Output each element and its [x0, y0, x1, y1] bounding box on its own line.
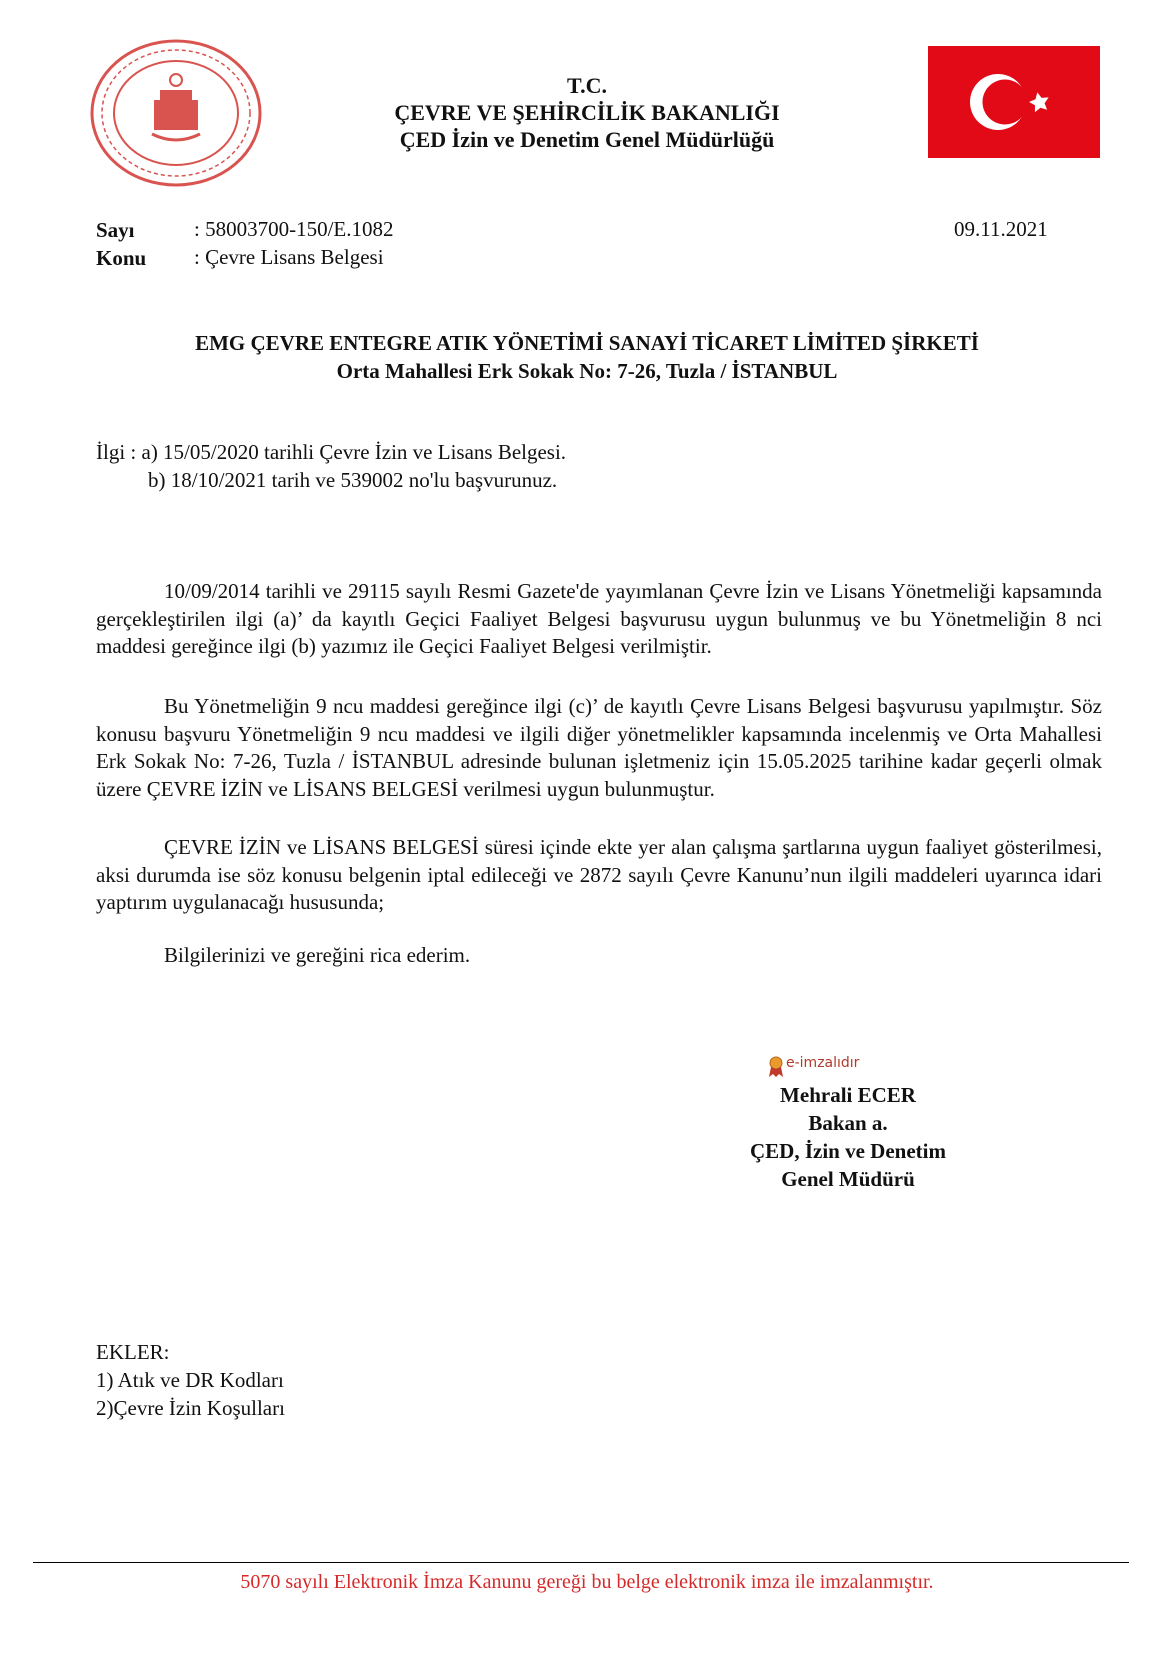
- signatory-title-3: Genel Müdürü: [781, 1167, 915, 1191]
- turkish-flag-icon: [928, 46, 1100, 158]
- body-paragraph-3: ÇEVRE İZİN ve LİSANS BELGESİ süresi içinde ekte yer alan çalışma şartlarına uygun faaliyet gösterilmesi, aksi durumda ise söz konusu belgenin iptal edileceği ve 2872 sayılı Çevre Kanunu’nun ilgili maddeleri uyarınca idari yaptırım uygulanacağı hususunda;: [96, 835, 1102, 914]
- sayi-value: : 58003700-150/E.1082: [194, 217, 394, 241]
- header-ministry: ÇEVRE VE ŞEHİRCİLİK BAKANLIĞI: [394, 100, 780, 125]
- closing-text: Bilgilerinizi ve gereğini rica ederim.: [164, 943, 471, 967]
- recipient-name: EMG ÇEVRE ENTEGRE ATIK YÖNETİMİ SANAYİ TİCARET LİMİTED ŞİRKETİ: [195, 331, 979, 355]
- footer-e-signature-notice: 5070 sayılı Elektronik İmza Kanunu gereği bu belge elektronik imza ile imzalanmıştır.: [240, 1571, 934, 1593]
- attachment-item: 2)Çevre İzin Koşulları: [96, 1396, 285, 1420]
- header-tc: T.C.: [567, 73, 607, 98]
- ilgi-b: b) 18/10/2021 tarih ve 539002 no'lu başvurunuz.: [148, 468, 558, 492]
- attachments-heading: EKLER:: [96, 1340, 170, 1364]
- footer-divider: [33, 1562, 1129, 1563]
- konu-value: : Çevre Lisans Belgesi: [194, 245, 384, 269]
- sayi-label: Sayı: [96, 218, 135, 242]
- signatory-title-2: ÇED, İzin ve Denetim: [750, 1139, 946, 1163]
- ribbon-award-icon: [768, 1056, 784, 1078]
- e-signature-badge: e-imzalıdır: [786, 1055, 860, 1071]
- document-date: 09.11.2021: [954, 217, 1048, 241]
- body-paragraph-1: 10/09/2014 tarihli ve 29115 sayılı Resmi Gazete'de yayımlanan Çevre İzin ve Lisans Yönetmeliği kapsamında gerçekleştirilen ilgi (a)’ da kayıtlı Geçici Faaliyet Belgesi başvurusu uygun bulunmuş ve bu Yönetmeliğin 8 nci maddesi gereğince ilgi (b) yazımız ile Geçici Faaliyet Belgesi verilmiştir.: [96, 579, 1102, 658]
- konu-label: Konu: [96, 246, 147, 270]
- attachment-item: 1) Atık ve DR Kodları: [96, 1368, 284, 1392]
- signatory-title-1: Bakan a.: [808, 1111, 888, 1135]
- header-department: ÇED İzin ve Denetim Genel Müdürlüğü: [399, 127, 775, 152]
- ilgi-a: İlgi : a) 15/05/2020 tarihli Çevre İzin ve Lisans Belgesi.: [96, 440, 567, 464]
- body-paragraph-2: Bu Yönetmeliğin 9 ncu maddesi gereğince ilgi (c)’ de kayıtlı Çevre Lisans Belgesi başvurusu yapılmıştır. Söz konusu başvuru Yönetmeliğin 9 ncu maddesi ve ilgili diğer yönetmelikler kapsamında incelenmiş ve Orta Mahallesi Erk Sokak No: 7-26, Tuzla / İSTANBUL adresinde bulunan işletmeniz için 15.05.2025 tarihine kadar geçerli olmak üzere ÇEVRE İZİN ve LİSANS BELGESİ verilmesi uygun bulunmuştur.: [96, 694, 1102, 801]
- recipient-address: Orta Mahallesi Erk Sokak No: 7-26, Tuzla / İSTANBUL: [336, 359, 838, 383]
- signatory-name: Mehrali ECER: [780, 1083, 916, 1107]
